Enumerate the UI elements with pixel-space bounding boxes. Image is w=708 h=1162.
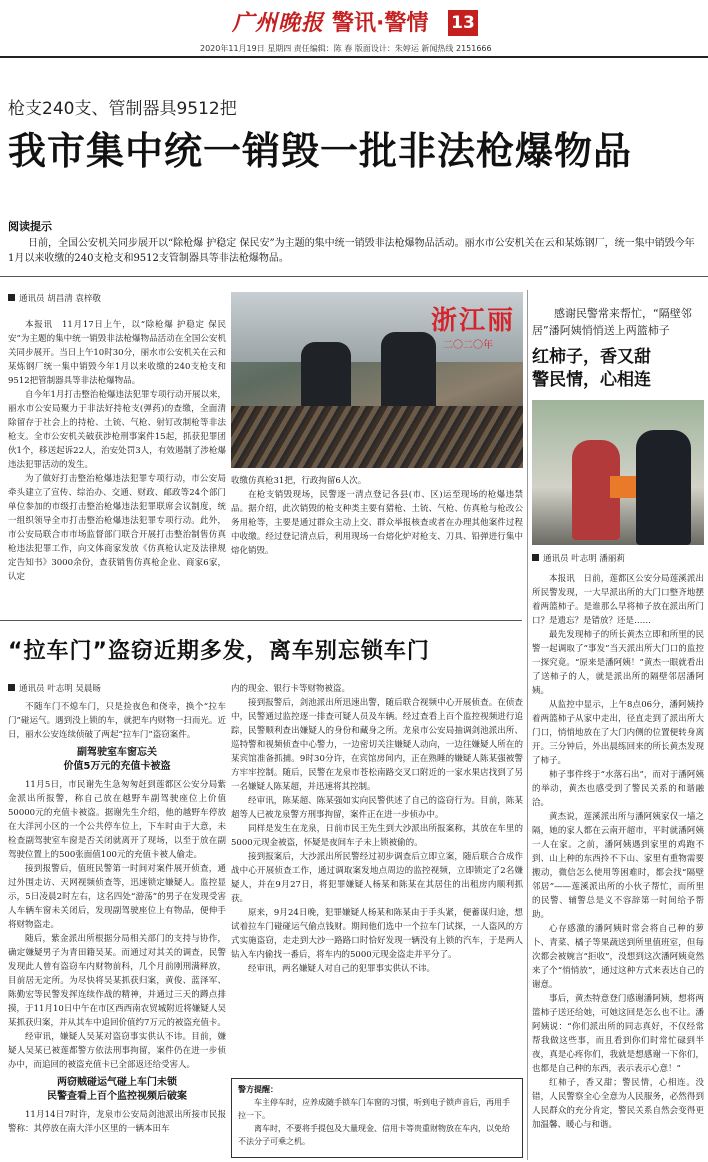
persimmon-paragraph: 红柿子，香又甜；警民情，心相连。没错，人民警察全心全意为人民服务，必然得到人民群众的充分肯定，警民关系自然会变得更加温馨、暖心与和谐。	[532, 1078, 704, 1130]
reading-guide-label: 阅读提示	[8, 220, 52, 233]
police-tip: 离车时，不要将手提包及大量现金、信用卡等贵重财物放在车内，以免给不法分子可乘之机。	[238, 1124, 510, 1146]
persimmon-title	[532, 346, 702, 392]
byline-square-icon	[8, 684, 15, 691]
lead-photo	[231, 292, 523, 468]
persimmon-paragraph: 心存感激的潘阿姨时常会将自己种的萝卜、青菜、橘子等果蔬送到所里值班室，但每次都会被婉言“拒收”，没想到这次潘阿姨竟然来了个“悄悄放”，通过这种方式来表达自己的谢意。	[532, 924, 704, 990]
persimmon-photo	[532, 400, 704, 545]
persimmon-byline-text: 通讯员 叶志明 潘丽莉	[543, 554, 625, 564]
confiscated-guns	[231, 406, 523, 468]
theft-paragraph: 同样是发生在龙泉，日前市民王先生到大沙派出所报案称，其放在车里的5000元现金被盗，怀疑是夜间车子未上锁被偷的。	[231, 824, 523, 848]
persimmon-paragraph: 事后，黄杰特意登门感谢潘阿姨，想将两篮柿子送还给她，可她这回是怎么也不让。潘阿姨说：“你们派出所的同志真好，不仅经常帮我做这些事，而且看到你们时常忙碌到半夜，真是心疼你们，我就是想感谢一下你们，也都是自己种的东西，表示表示心意！”	[532, 994, 704, 1074]
persimmon-paragraph: 最先发现柿子的所长黄杰立即和所里的民警一起调取了“事发”当天派出所大门口的监控一探究竟。“原来是潘阿姨！”黄杰一眼就看出了送柿子的人，就是派出所的隔壁邻居潘阿姨。	[532, 630, 704, 696]
theft-paragraph: 内的现金、银行卡等财物被盗。	[231, 684, 351, 694]
lead-byline	[8, 292, 101, 304]
page-number: 13	[448, 10, 478, 36]
theft-paragraph: 经审讯，嫌疑人吴某对盗窃事实供认不讳。目前，嫌疑人吴某已被莲都警方依法刑事拘留，案件仍在进一步侦办中，而追回的被盗充值卡已全部返还给受害人。	[8, 1032, 226, 1070]
section-rule	[0, 620, 522, 621]
theft-paragraph: 随后，紫金派出所根据分局相关部门的支持与协作，确定嫌疑男子为青田籍吴某。而通过对其关的调查，民警发现此人曾有盗窃车内财物前科，几个月前刚刑满释放，目前居无定所。为尽快将吴某抓获归案，黄俊、蓝泽军、陈勤宏等民警发挥连续作战的精神，并通过三天的蹲点排摸，于11月10日中午在市区西西南农贸城附近将嫌疑人吴某抓获归案，并从其车中追回价值约7万元的被盗充值卡。	[8, 934, 226, 1028]
theft-byline-text: 通讯员 叶志明 吴晨旸	[19, 684, 101, 694]
masthead	[0, 0, 708, 56]
theft-subheading-1: 副驾驶室车窗忘关 价值5万元的充值卡被盗	[63, 747, 171, 772]
theft-column-1	[8, 700, 226, 1158]
lead-paragraph: 在枪支销毁现场，民警逐一清点登记各县(市、区)运至现场的枪爆违禁品。据介绍，此次销毁的枪支种类主要有猎枪、土铳、气枪、仿真枪与枪改公务用枪等，主要是通过群众主动上交、群众举报核查或者在办理其他案件过程中收缴。经过登记清点后，利用现场一台熔化炉对枪支、刀具、铅弹进行集中熔化销毁。	[231, 490, 523, 556]
masthead-rule	[0, 56, 708, 58]
newspaper-logo: 广州晚报	[232, 10, 325, 36]
lead-column-2	[231, 474, 523, 612]
lead-subtitle: 枪支240支、管制器具9512把	[8, 99, 237, 119]
theft-paragraph: 11月14日7时许，龙泉市公安局剑池派出所接市民报警称：其停放在南大洋小区里的一辆本田车	[8, 1110, 226, 1134]
police-officer-figure	[636, 430, 691, 545]
lead-column-1	[8, 318, 226, 610]
photo-banner-text: 浙江丽	[430, 306, 515, 336]
theft-paragraph: 接到报警后，剑池派出所迅速出警，随后联合视频中心开展侦查。在侦查中，民警通过监控逐一排查可疑人员及车辆。经过查看上百个监控视频进行追踪，民警顺利查出嫌疑人的身份和藏身之所。龙泉市公安局抽调剑池派出所、巡特警和视频侦查中心警力，一边密切关注嫌疑人动向，一边往嫌疑人所在的某宾馆准备抓捕。9时30分许，在宾馆房间内，正在熟睡的嫌疑人陈某强被警方牢牢控制。随后，民警在龙泉市苍松南路交叉口附近的一家水果店找到了另一名嫌疑人陈某超，并迅速将其控制。	[231, 698, 523, 792]
theft-paragraph: 经审讯，陈某超、陈某强如实向民警供述了自己的盗窃行为。目前，陈某超等人已被龙泉警方刑事拘留，案件正在进一步侦办中。	[231, 796, 523, 820]
police-tips-box	[231, 1078, 523, 1158]
persimmon-title-line-1: 红柿子，香又甜	[532, 347, 651, 367]
theft-paragraph: 原来，9月24日晚，犯罪嫌疑人杨某和陈某由于手头紧，便蓄谋归途，想试着拉车门碰碰运气偷点钱财。期间他们选中一个拉车门试探，一人盗风的方式实施盗窃，走走到大沙一路路口时恰好发现一辆没有上锁的汽车，于是两人钻入车内偷找一番后，将车内的5000元现金盗走并平分了。	[231, 908, 523, 960]
theft-paragraph: 11月5日，市民谢先生急匆匆赶到莲都区公安分局紫金派出所报警，称自己放在越野车副驾驶座位上价值50000元的充值卡被盗。据谢先生介绍，他的越野车停放在大洋河小区的一个公共停车位上，下车时由于大意，未检查副驾驶室车窗是否关闭就离开了现场，以至于放在副驾驶位置上的500张面值100元的充值卡被人偷走。	[8, 780, 226, 860]
police-tip: 车主停车时，应养成随手锁车门车窗的习惯，听到电子锁声音后，再用手拉一下。	[238, 1098, 510, 1120]
issue-info: 2020年11月19日 星期四 责任编辑：陈 春 版面设计：朱婷运 新闻热线 2151666	[200, 44, 492, 53]
persimmon-paragraph: 本报讯 日前，莲都区公安分局莲溪派出所民警发现，一大早派出所的大门口整齐地摆着两篮柿子。是谁那么早将柿子放在派出所门口？是遗忘？是错放？还是……	[532, 574, 704, 626]
theft-headline: “拉车门”盗窃近期多发，离车别忘锁车门	[8, 639, 430, 664]
guide-rule	[0, 276, 708, 277]
persimmon-kicker: 感谢民警常来帮忙，“隔壁邻居”潘阿姨悄悄送上两篮柿子	[532, 307, 692, 337]
persimmon-column	[532, 572, 704, 1158]
byline-square-icon	[532, 554, 539, 561]
theft-paragraph: 接到报案后，大沙派出所民警经过初步调查后立即立案，随后联合合成作战中心开展侦查工作，通过调取案发地点周边的监控视频，立即锁定了2名嫌疑人，并在9月27日，将犯罪嫌疑人杨某和陈某在其居住的出租房内顺利抓获。	[231, 852, 523, 904]
police-tips-title: 警方提醒：	[238, 1084, 278, 1094]
theft-byline	[8, 682, 101, 694]
lead-paragraph: 为了做好打击整治枪爆违法犯罪专项行动，市公安局牵头建立了宣传、综治办、交通、财政、邮政等24个部门单位参加的市级打击整治枪爆违法犯罪联席会议制度，统一组织领导全市打击整治枪爆违法犯罪专项行动。此外，市公安局联合市市场监督部门联合开展打击整治制售仿真枪违法犯罪工作，向文体商家发放《仿真枪认定及法律规定告知书》3000余份，查获销售仿真枪企业、商家6家，认定	[8, 474, 226, 582]
lead-headline: 我市集中统一销毁一批非法枪爆物品	[8, 129, 633, 173]
column-divider	[527, 290, 528, 1160]
theft-subheading-2: 两窃贼碰运气碰上车门未锁 民警查看上百个监控视频后破案	[47, 1077, 187, 1102]
theft-paragraph: 不随车门不熄车门，只是捡夜色和侥幸，换个“拉车门”碰运气。遇到没上锁的车，就把车内财物一扫而光。近日，丽水公安连续侦破了两起“拉车门”盗窃案件。	[8, 702, 226, 740]
lead-paragraph: 收缴仿真枪31把，行政拘留6人次。	[231, 476, 367, 486]
photo-banner-date: 二〇二〇年	[443, 340, 493, 351]
persimmon-paragraph: 柿子事件终于“水落石出”，而对于潘阿姨的举动，黄杰也感受到了警民关系的和谐融洽。	[532, 770, 704, 808]
persimmon-byline	[532, 552, 625, 564]
lead-byline-text: 通讯员 胡昌清 袁梓敬	[19, 294, 101, 304]
persimmon-paragraph: 从监控中显示，上午8点06分，潘阿姨拎着两篮柿子从家中走出，径直走到了派出所大门口，悄悄地放在了大门内侧的位置便转身离开。三分钟后，外出晨练回来的所长黄杰发现了柿子。	[532, 700, 704, 766]
theft-column-2	[231, 682, 523, 1072]
byline-square-icon	[8, 294, 15, 301]
persimmon-title-line-2: 警民情，心相连	[532, 370, 651, 390]
reading-guide-text: 日前，全国公安机关同步展开以“除枪爆 护稳定 保民安”为主题的集中统一销毁非法枪爆物品活动。丽水市公安机关在云和某炼钢厂，统一集中销毁今年1月以来收缴的240支枪支和9512支管制器具等非法枪爆物品。	[8, 238, 695, 264]
persimmon-paragraph: 黄杰说，莲溪派出所与潘阿姨家仅一墙之隔，她的家人都在云南开超市，平时就潘阿姨一人在家。之前，潘阿姨遇到家里的鸡跑不到、山上种的东西拎不下山、家里有重物需要搬动，微信怎么使用等困难时，都会找“隔壁邻居”——莲溪派出所的小伙子帮忙，而所里的民警、辅警总是义不容辞第一时间给予帮助。	[532, 812, 704, 920]
theft-paragraph: 接到报警后，值班民警第一时间对案件展开侦查，通过外围走访、天网视频侦查等，迅速锁定嫌疑人。监控显示，5日凌晨2时左右，这名四处“游荡”的男子在发现受害人车辆车窗未关闭后，发现副驾驶座位上有物品，便伸手将财物盗走。	[8, 864, 226, 930]
lead-paragraph: 本报讯 11月17日上午，以“除枪爆 护稳定 保民安”为主题的集中统一销毁非法枪爆物品活动在全国公安机关同步展开。当日上午10时30分，丽水市公安机关在云和某炼钢厂统一集中销毁今年1月以来收缴的240支枪支和9512把管制器具等非法枪爆物品。	[8, 320, 226, 386]
theft-paragraph: 经审讯，两名嫌疑人对自己的犯罪事实供认不讳。	[248, 964, 436, 974]
section-title: 警讯·警情	[332, 11, 429, 36]
lead-paragraph: 自今年1月打击整治枪爆违法犯罪专项行动开展以来，丽水市公安局聚力于非法好持枪支(弹药)的查缴，全面清除留存于社会上的持枪、土铳、气枪、射钉改制枪等非法枪支。全市公安机关破获涉枪刑事案件15起，抓获犯罪团伙1个，移送起诉22人，治安处罚3人，有效遏制了涉枪爆违法犯罪活动的发生。	[8, 390, 226, 470]
